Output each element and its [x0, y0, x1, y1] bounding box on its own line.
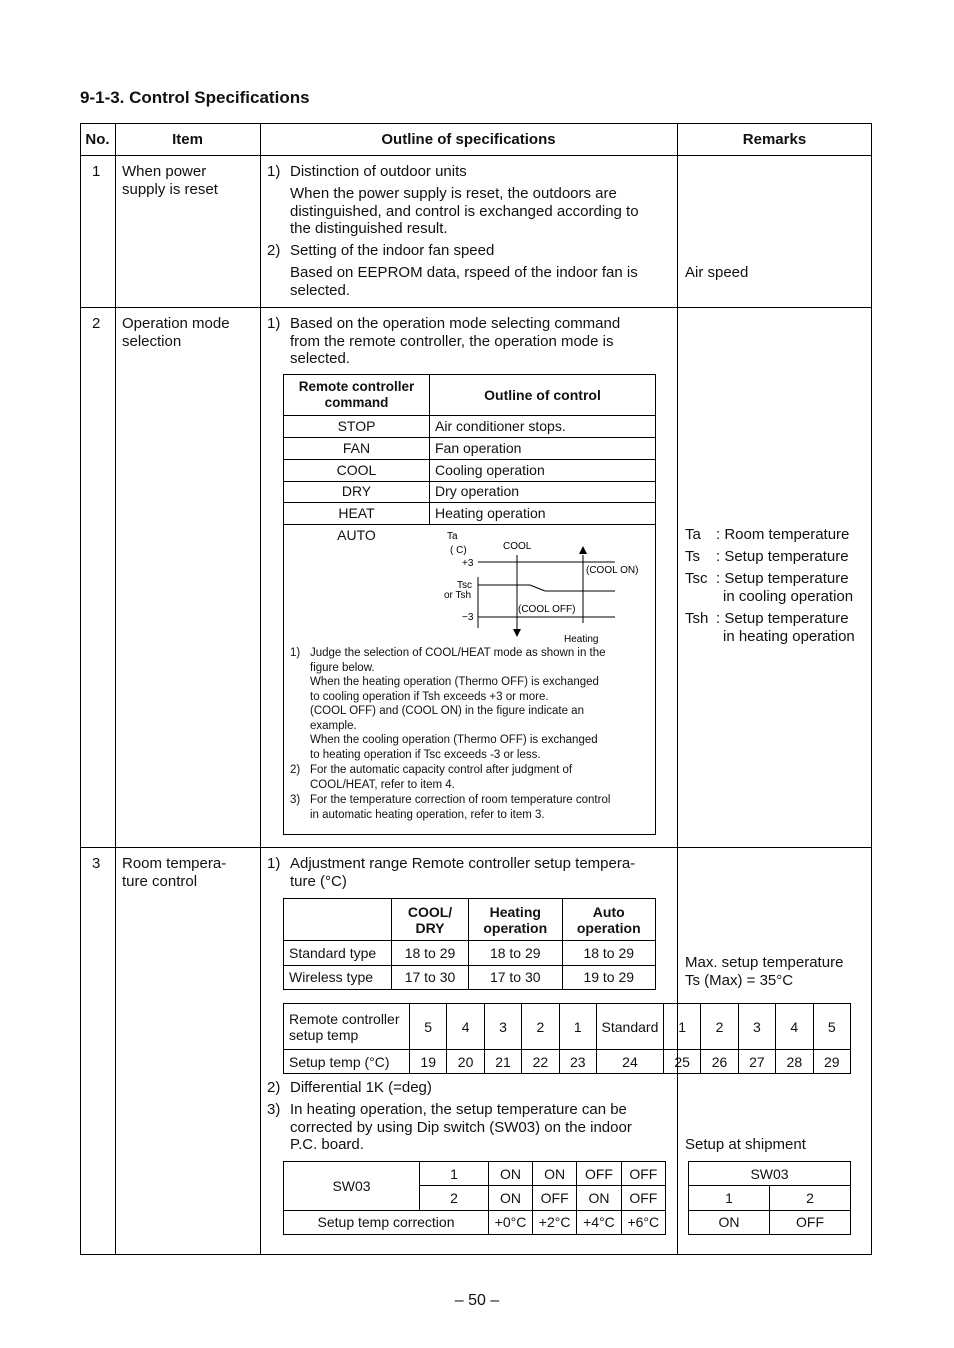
list-number: 1)	[267, 163, 281, 180]
setup-remote-value: Standard	[596, 1004, 663, 1050]
page-number: – 50 –	[454, 1292, 500, 1309]
section-title: 9-1-3. Control Specifications	[80, 88, 310, 107]
note-text: For the automatic capacity control after judgment of COOL/HEAT, refer to item 4.	[310, 764, 573, 791]
range-value: 19 to 29	[562, 965, 656, 990]
diagram-label-cool: COOL	[503, 541, 532, 552]
range-value: 17 to 30	[392, 965, 469, 990]
sw03-value: OFF	[532, 1186, 576, 1210]
mode-command: HEAT	[338, 505, 375, 521]
sw03-value: ON	[577, 1186, 621, 1210]
col-divider	[677, 123, 678, 1255]
correction-value: +0°C	[489, 1210, 533, 1234]
setup-remote-value: 3	[738, 1004, 775, 1050]
setup-temp-value: 24	[596, 1050, 663, 1074]
header-remarks: Remarks	[742, 131, 807, 148]
diagram-label-cool-on: (COOL ON)	[586, 565, 639, 576]
row-number: 2	[92, 315, 101, 332]
note-text: Judge the selection of COOL/HEAT mode as shown in the figure below. When the heating operation (Thermo OFF) is exchanged to cooling operation if Tsh exceeds +3 or more. (COOL OFF) and (COOL ON) in the figure indicate an example. When the cooling operation (Thermo OFF) is exchanged to heating operation if Tsc exceeds -3 or less.	[310, 647, 606, 761]
diagram-label-ta: Ta	[447, 531, 458, 542]
correction-value: +2°C	[532, 1210, 576, 1234]
setup-remote-value: 1	[663, 1004, 700, 1050]
range-head: Heating operation	[469, 899, 562, 941]
remark-abbr: Ta	[685, 526, 701, 543]
correction-value: +4°C	[577, 1210, 621, 1234]
diagram-label-plus3: +3	[462, 558, 474, 569]
shipment-table	[688, 1161, 851, 1235]
sw03-value: ON	[489, 1186, 533, 1210]
setup-temp-value: 29	[813, 1050, 850, 1074]
note-number: 3)	[290, 794, 301, 806]
remark-text: : Room temperature	[716, 526, 850, 543]
list-number: 2)	[267, 242, 281, 259]
remark-text: : Setup temperature in cooling operation	[716, 570, 854, 605]
correction-label: Setup temp correction	[284, 1210, 489, 1234]
col-divider	[115, 123, 116, 1255]
row-divider	[284, 437, 655, 438]
row-number: 3	[92, 855, 101, 872]
diagram-label-unit: ( C)	[450, 545, 467, 556]
setup-remote-value: 5	[813, 1004, 850, 1050]
setup-temp-value: 20	[447, 1050, 484, 1074]
diagram-label-tsh: or Tsh	[444, 590, 472, 601]
row-divider	[80, 847, 872, 848]
sw03-value: OFF	[621, 1186, 665, 1210]
sw03-value: OFF	[621, 1162, 665, 1186]
remark-text: Air speed	[685, 264, 749, 281]
sw03-value: ON	[489, 1162, 533, 1186]
range-value: 18 to 29	[562, 941, 656, 966]
diagram-level-ts	[530, 585, 545, 591]
setup-remote-value: 5	[410, 1004, 447, 1050]
item-name: When power supply is reset	[122, 163, 218, 198]
mode-description: Cooling operation	[435, 462, 545, 478]
range-type: Standard type	[284, 941, 392, 966]
shipment-value: ON	[689, 1210, 770, 1234]
list-number: 3)	[267, 1101, 281, 1118]
shipment-label: SW03	[689, 1162, 851, 1186]
setup-temp-value: 25	[663, 1050, 700, 1074]
sw03-label: SW03	[284, 1162, 420, 1211]
setup-temp-value: 23	[559, 1050, 596, 1074]
auto-mode-diagram	[430, 525, 655, 647]
diagram-label-heating: Heating	[564, 634, 599, 645]
mode-command: STOP	[337, 418, 376, 434]
range-table	[283, 898, 656, 990]
setup-remote-value: 4	[447, 1004, 484, 1050]
remark-text: Setup at shipment	[685, 1136, 806, 1153]
row-divider	[80, 155, 872, 156]
setup-temp-value: 22	[522, 1050, 559, 1074]
setup-temp-value: 28	[776, 1050, 813, 1074]
mode-description: Heating operation	[435, 505, 546, 521]
list-number: 1)	[267, 315, 281, 332]
sw03-index: 2	[420, 1186, 489, 1210]
list-number: 1)	[267, 855, 281, 872]
setup-remote-value: 2	[522, 1004, 559, 1050]
setup-remote-value: 2	[701, 1004, 738, 1050]
shipment-col: 1	[689, 1186, 770, 1210]
col-divider	[260, 123, 261, 1255]
range-value: 18 to 29	[469, 941, 562, 966]
spec-body: Differential 1K (=deg)	[290, 1079, 432, 1096]
setup-temp-value: 19	[410, 1050, 447, 1074]
row-divider	[284, 481, 655, 482]
setup-temp-value: 26	[701, 1050, 738, 1074]
setup-remote-value: 1	[559, 1004, 596, 1050]
range-head: Auto operation	[562, 899, 656, 941]
note-number: 1)	[290, 647, 301, 659]
header-outline: Outline of specifications	[381, 131, 556, 148]
spec-heading: Setting of the indoor fan speed	[290, 242, 495, 259]
item-name: Room tempera- ture control	[122, 855, 227, 890]
range-value: 17 to 30	[469, 965, 562, 990]
spec-heading: Distinction of outdoor units	[290, 163, 467, 180]
mode-command: DRY	[341, 483, 372, 499]
list-number: 2)	[267, 1079, 281, 1096]
row-divider	[80, 307, 872, 308]
diagram-label-cool-off: (COOL OFF)	[518, 604, 576, 615]
setup-row-label: Remote controller setup temp	[284, 1004, 410, 1050]
sw03-table	[283, 1161, 666, 1235]
setup-temp-value: 21	[484, 1050, 521, 1074]
table-header-outline: Outline of control	[484, 387, 601, 403]
remark-abbr: Ts	[685, 548, 700, 565]
shipment-col: 2	[770, 1186, 851, 1210]
item-name: Operation mode selection	[122, 315, 230, 350]
spec-body: Based on the operation mode selecting command from the remote controller, the operation mode is selected.	[290, 315, 621, 367]
remark-abbr: Tsh	[685, 610, 709, 627]
cool-arrow-head	[513, 629, 521, 637]
table-header-command: Remote controller command	[298, 379, 415, 410]
range-value: 18 to 29	[392, 941, 469, 966]
range-head: COOL/ DRY	[392, 899, 469, 941]
heating-arrow-head	[579, 546, 587, 554]
range-corner	[284, 899, 392, 941]
setup-temp-value: 27	[738, 1050, 775, 1074]
spec-body: When the power supply is reset, the outdoors are distinguished, and control is exchanged according to the distinguished result.	[290, 185, 639, 237]
sw03-value: ON	[532, 1162, 576, 1186]
sw03-value: OFF	[577, 1162, 621, 1186]
mode-command: FAN	[342, 440, 371, 456]
note-text: For the temperature correction of room temperature control in automatic heating operation, refer to item 3.	[310, 794, 611, 821]
row-number: 1	[92, 163, 101, 180]
spec-body: Adjustment range Remote controller setup tempera- ture (°C)	[290, 855, 636, 890]
header-no: No.	[85, 131, 110, 148]
range-type: Wireless type	[284, 965, 392, 990]
mode-description: Dry operation	[435, 483, 520, 499]
remark-abbr: Tsc	[685, 570, 708, 587]
setup-remote-value: 3	[484, 1004, 521, 1050]
remark-text: Max. setup temperature Ts (Max) = 35°C	[685, 954, 844, 989]
setup-temp-table	[283, 1003, 851, 1074]
mode-description: Fan operation	[435, 440, 522, 456]
mode-description: Air conditioner stops.	[435, 418, 566, 434]
note-number: 2)	[290, 764, 301, 776]
spec-body: In heating operation, the setup temperature can be corrected by using Dip switch (SW03) on the indoor P.C. board.	[290, 1101, 632, 1153]
remark-text: : Setup temperature	[716, 548, 849, 565]
setup-row-label: Setup temp (°C)	[284, 1050, 410, 1074]
row-divider	[284, 459, 655, 460]
setup-remote-value: 4	[776, 1004, 813, 1050]
correction-value: +6°C	[621, 1210, 665, 1234]
header-item: Item	[172, 131, 203, 148]
diagram-label-tsc: Tsc	[457, 580, 472, 591]
shipment-value: OFF	[770, 1210, 851, 1234]
spec-body: Based on EEPROM data, rspeed of the indoor fan is selected.	[290, 264, 638, 299]
diagram-label-minus3: −3	[462, 612, 474, 623]
row-divider	[284, 502, 655, 503]
mode-command: AUTO	[337, 527, 376, 543]
remark-text: : Setup temperature in heating operation	[716, 610, 855, 645]
mode-command: COOL	[336, 462, 377, 478]
sw03-index: 1	[420, 1162, 489, 1186]
row-divider	[284, 415, 655, 416]
